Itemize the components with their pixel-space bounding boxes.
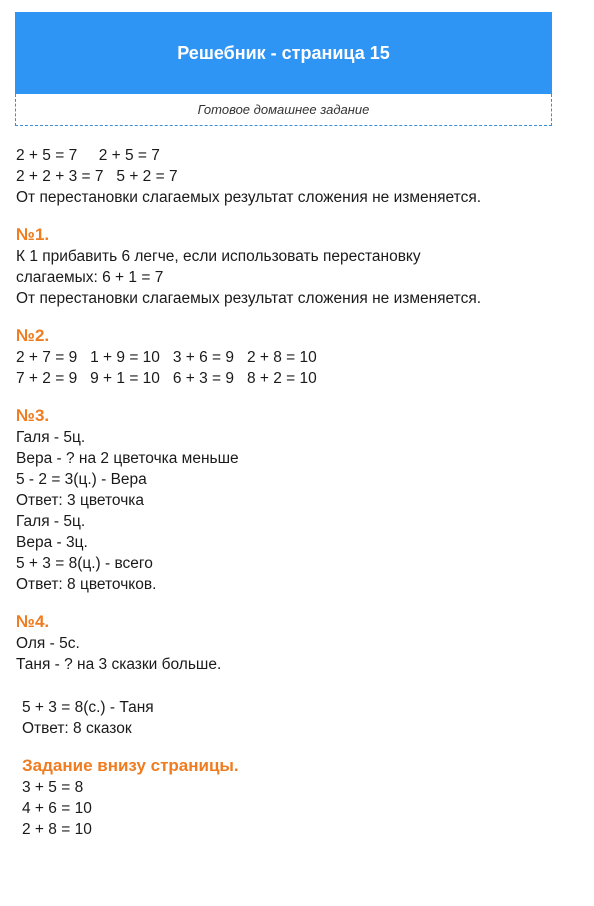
task2-heading: №2. — [16, 326, 50, 345]
task1-line: К 1 прибавить 6 легче, если использовать перестановку — [16, 248, 421, 265]
intro-line: 2 + 5 = 7 2 + 5 = 7 — [16, 147, 160, 164]
task3-line: Ответ: 3 цветочка — [16, 492, 145, 509]
task1-section — [16, 224, 576, 309]
bottom-task-line: 3 + 5 = 8 — [22, 779, 84, 796]
intro-section — [16, 145, 576, 208]
task4-line: Оля - 5с. — [16, 635, 80, 652]
task2-line: 2 + 7 = 9 1 + 9 = 10 3 + 6 = 9 2 + 8 = 10 — [16, 349, 317, 366]
task1-heading: №1. — [16, 225, 50, 244]
task3-heading: №3. — [16, 406, 50, 425]
task3-line: Галя - 5ц. — [16, 513, 86, 530]
task3-line: Галя - 5ц. — [16, 429, 86, 446]
task2-line: 7 + 2 = 9 9 + 1 = 10 6 + 3 = 9 8 + 2 = 10 — [16, 370, 317, 387]
task3-line: 5 + 3 = 8(ц.) - всего — [16, 555, 153, 572]
task3-line: 5 - 2 = 3(ц.) - Вера — [16, 471, 147, 488]
bottom-task-heading: Задание внизу страницы. — [22, 756, 239, 775]
intro-line: От перестановки слагаемых результат сложения не изменяется. — [16, 189, 482, 206]
task1-line: слагаемых: 6 + 1 = 7 — [16, 269, 164, 286]
task4-line: Таня - ? на 3 сказки больше. — [16, 656, 222, 673]
task2-section — [16, 325, 576, 389]
page-subtitle: Готовое домашнее задание — [197, 102, 370, 117]
task4-heading: №4. — [16, 612, 50, 631]
task1-line: От перестановки слагаемых результат сложения не изменяется. — [16, 290, 482, 307]
solution-content — [16, 145, 576, 840]
bottom-task-section — [16, 755, 576, 840]
page-subheader — [15, 94, 552, 126]
task3-section — [16, 405, 576, 595]
task4-section — [16, 611, 576, 739]
bottom-task-line: 4 + 6 = 10 — [22, 800, 92, 817]
task4-line: Ответ: 8 сказок — [22, 720, 132, 737]
page-title: Решебник - страница 15 — [177, 42, 390, 63]
task3-line: Вера - ? на 2 цветочка меньше — [16, 450, 239, 467]
task3-line: Ответ: 8 цветочков. — [16, 576, 157, 593]
intro-line: 2 + 2 + 3 = 7 5 + 2 = 7 — [16, 168, 178, 185]
task4-line: 5 + 3 = 8(с.) - Таня — [22, 699, 154, 716]
page-header — [15, 12, 552, 94]
task3-line: Вера - 3ц. — [16, 534, 88, 551]
bottom-task-line: 2 + 8 = 10 — [22, 821, 92, 838]
